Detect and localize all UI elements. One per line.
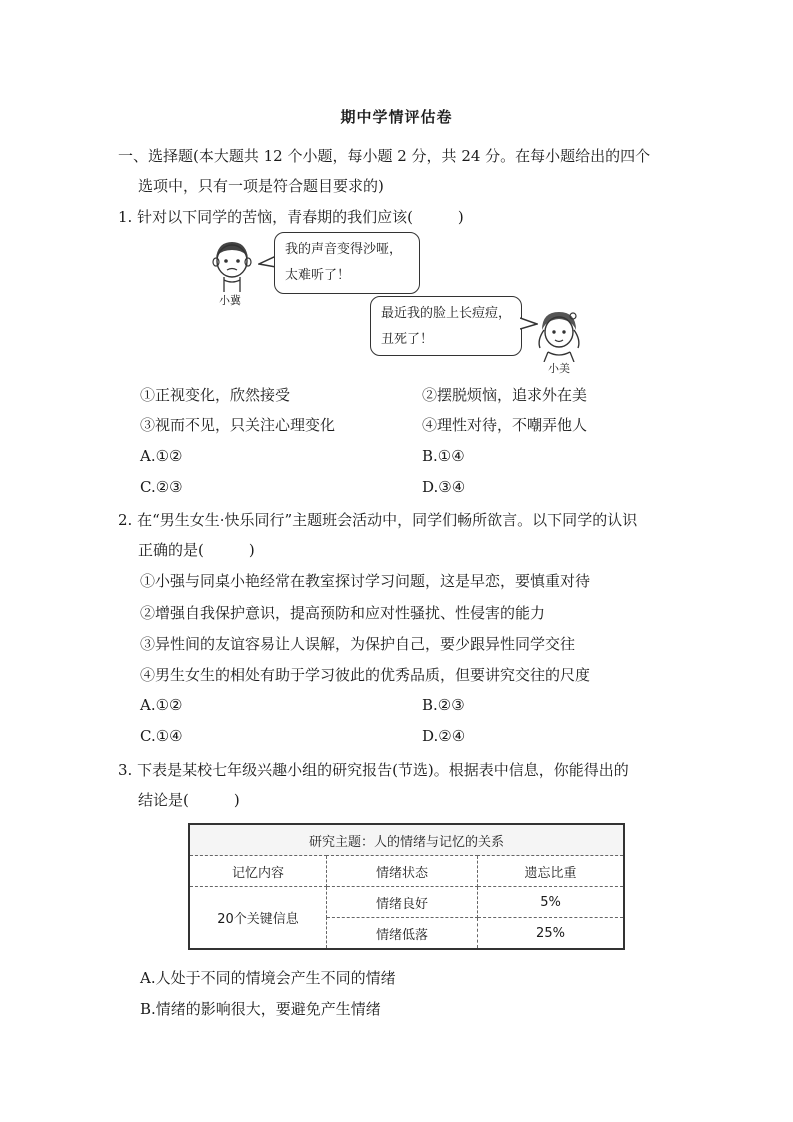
- q2-statement-1: ①小强与同桌小艳经常在教室探讨学习问题，这是早恋，要慎重对待: [140, 572, 591, 590]
- q1-choice-d[interactable]: D.③④: [422, 478, 466, 496]
- q3-stem-line1: 3. 下表是某校七年级兴趣小组的研究报告(节选)。根据表中信息，你能得出的: [118, 761, 629, 779]
- q2-statement-3: ③异性间的友谊容易让人误解，为保护自己，要少跟异性同学交往: [140, 635, 576, 653]
- girl-bubble-line1: 最近我的脸上长痘痘，: [381, 306, 512, 321]
- boy-name: 小冀: [219, 294, 241, 307]
- boy-speech-bubble: [274, 232, 420, 294]
- q2-choice-c[interactable]: C.①④: [140, 727, 183, 745]
- boy-figure-icon: [206, 236, 258, 294]
- q1-choice-c[interactable]: C.②③: [140, 478, 183, 496]
- q3-choice-a[interactable]: A.人处于不同的情境会产生不同的情绪: [140, 969, 396, 987]
- q2-stem-line2: 正确的是( ): [138, 541, 255, 559]
- q2-choice-b[interactable]: B.②③: [422, 696, 465, 714]
- table-cell-content: 20个关键信息: [189, 887, 327, 950]
- q1-choice-b[interactable]: B.①④: [422, 447, 465, 465]
- girl-figure-icon: [534, 306, 584, 362]
- q1-statement-3: ③视而不见，只关注心理变化: [140, 416, 336, 434]
- q3-choice-b[interactable]: B.情绪的影响很大，要避免产生情绪: [140, 1000, 381, 1018]
- q2-choice-d[interactable]: D.②④: [422, 727, 466, 745]
- table-caption: 研究主题：人的情绪与记忆的关系: [189, 824, 624, 856]
- table-cell-state: 情绪良好: [327, 887, 478, 918]
- q3-stem-line2: 结论是( ): [138, 791, 240, 809]
- q2-statement-4: ④男生女生的相处有助于学习彼此的优秀品质，但要讲究交往的尺度: [140, 666, 591, 684]
- boy-bubble-line2: 太难听了！: [285, 268, 351, 283]
- girl-speech-bubble: [370, 296, 522, 356]
- table-header-content: 记忆内容: [189, 856, 327, 887]
- q1-choice-a[interactable]: A.①②: [140, 447, 183, 465]
- table-cell-ratio: 25%: [536, 925, 565, 941]
- girl-bubble-line2: 丑死了！: [381, 332, 434, 347]
- q2-choice-a[interactable]: A.①②: [140, 696, 183, 714]
- q2-stem-line1: 2. 在“男生女生·快乐同行”主题班会活动中，同学们畅所欲言。以下同学的认识: [118, 511, 638, 529]
- q1-statement-4: ④理性对待，不嘲弄他人: [422, 416, 588, 434]
- table-header-state: 情绪状态: [327, 856, 478, 887]
- section-heading-line2: 选项中，只有一项是符合题目要求的): [138, 177, 384, 195]
- q1-statement-2: ②摆脱烦恼，追求外在美: [422, 386, 588, 404]
- table-row: [189, 887, 624, 918]
- q1-stem: 1. 针对以下同学的苦恼，青春期的我们应该( ): [118, 208, 464, 226]
- girl-name: 小美: [548, 362, 570, 375]
- q1-statement-1: ①正视变化，欣然接受: [140, 386, 291, 404]
- q2-statement-2: ②增强自我保护意识，提高预防和应对性骚扰、性侵害的能力: [140, 604, 546, 622]
- section-heading-line1: 一、选择题(本大题共 12 个小题，每小题 2 分，共 24 分。在每小题给出的四个: [118, 147, 651, 165]
- research-table: [188, 823, 625, 950]
- table-header-ratio: 遗忘比重: [478, 856, 625, 887]
- boy-bubble-line1: 我的声音变得沙哑，: [285, 242, 403, 257]
- page-title: 期中学情评估卷: [340, 108, 453, 126]
- table-cell-state: 情绪低落: [327, 918, 478, 950]
- table-cell-ratio: 5%: [478, 887, 625, 918]
